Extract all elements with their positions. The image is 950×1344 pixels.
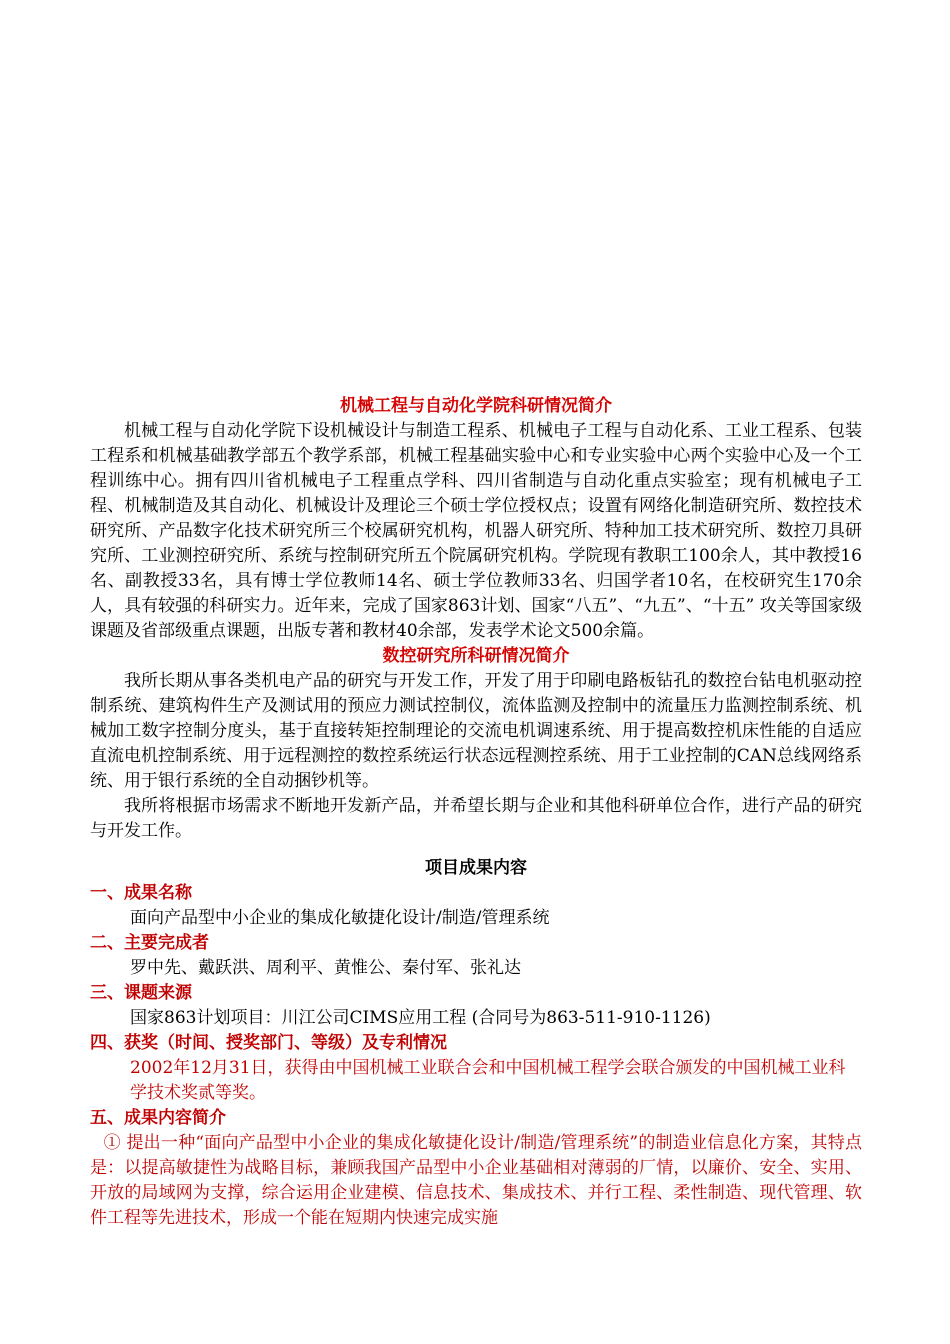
project-source-value: 国家863计划项目：川江公司CIMS应用工程 (合同号为863-511-910-1126) <box>130 1008 711 1028</box>
section2-body-1: 我所长期从事各类机电产品的研究与开发工作，开发了用于印刷电路板钻孔的数控台钻电机驱动控制系统、建筑构件生产及测试用的预应力测试控制仪，流体监测及控制中的流量压力监测控制系统、机械加工数字控制分度头，基于直接转矩控制理论的交流电机调速系统、用于提高数控机床性能的自适应直流电机控制系统、用于远程测控的数控系统运行状态远程测控系统、用于工业控制的CAN总线网络系统、用于银行系统的全自动捆钞机等。 <box>90 671 862 791</box>
section3-title: 项目成果内容 <box>425 858 527 878</box>
heading-main-contributors: 二、主要完成者 <box>90 933 209 953</box>
section2-body-2: 我所将根据市场需求不断地开发新产品，并希望长期与企业和其他科研单位合作，进行产品的研究与开发工作。 <box>90 796 862 841</box>
main-contributors-value: 罗中先、戴跃洪、周利平、黄惟公、秦付军、张礼达 <box>130 958 521 978</box>
heading-awards: 四、获奖（时间、授奖部门、等级）及专利情况 <box>90 1033 447 1053</box>
document-content <box>90 394 862 1231</box>
result-summary-value: ① 提出一种“面向产品型中小企业的集成化敏捷化设计/制造/管理系统”的制造业信息化方案，其特点是：以提高敏捷性为战略目标，兼顾我国产品型中小企业基础相对薄弱的厂情，以廉价、安全、实用、开放的局域网为支撑，综合运用企业建模、信息技术、集成技术、并行工程、柔性制造、现代管理、软件工程等先进技术，形成一个能在短期内快速完成实施 <box>90 1133 862 1228</box>
result-name-value: 面向产品型中小企业的集成化敏捷化设计/制造/管理系统 <box>130 908 550 928</box>
section1-body: 机械工程与自动化学院下设机械设计与制造工程系、机械电子工程与自动化系、工业工程系、包装工程系和机械基础教学部五个教学系部，机械工程基础实验中心和专业实验中心两个实验中心及一个工程训练中心。拥有四川省机械电子工程重点学科、四川省制造与自动化重点实验室；现有机械电子工程、机械制造及其自动化、机械设计及理论三个硕士学位授权点；设置有网络化制造研究所、数控技术研究所、产品数字化技术研究所三个校属研究机构，机器人研究所、特种加工技术研究所、数控刀具研究所、工业测控研究所、系统与控制研究所五个院属研究机构。学院现有教职工100余人，其中教授16名、副教授33名，具有博士学位教师14名、硕士学位教师33名、归国学者10名，在校研究生170余人，具有较强的科研实力。近年来，完成了国家863计划、国家“八五”、“九五”、“十五” 攻关等国家级课题及省部级重点课题，出版专著和教材40余部，发表学术论文500余篇。 <box>90 421 862 641</box>
section1-title: 机械工程与自动化学院科研情况简介 <box>340 396 612 416</box>
section2-title: 数控研究所科研情况简介 <box>382 646 570 666</box>
awards-value: 2002年12月31日，获得由中国机械工业联合会和中国机械工程学会联合颁发的中国机械工业科学技术奖贰等奖。 <box>130 1058 846 1103</box>
heading-project-source: 三、课题来源 <box>90 983 192 1003</box>
heading-result-name: 一、成果名称 <box>90 883 192 903</box>
heading-result-summary: 五、成果内容简介 <box>90 1108 226 1128</box>
